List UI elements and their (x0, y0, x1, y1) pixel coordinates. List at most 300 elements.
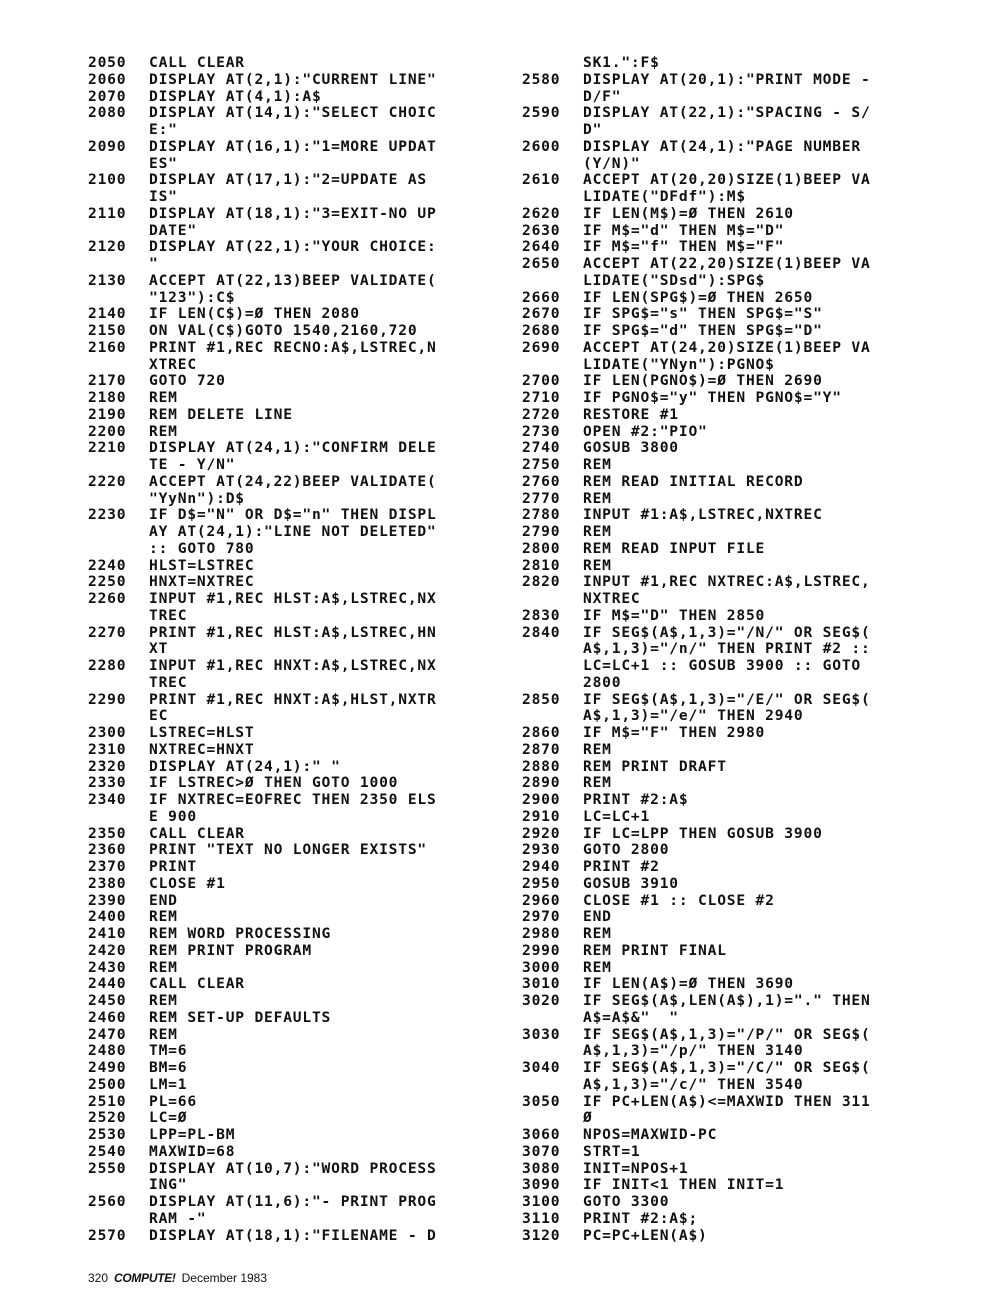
line-number: 2120 (88, 238, 127, 256)
line-text: IF SPG$="d" THEN SPG$="D" (583, 322, 823, 339)
line-number (522, 55, 583, 72)
code-line (88, 1060, 508, 1077)
line-number (522, 591, 583, 608)
line-number: 3110 (522, 1209, 561, 1227)
line-number: 2500 (88, 1075, 127, 1093)
line-text: INPUT #1,REC HNXT:A$,LSTREC,NX (149, 657, 437, 674)
code-line (522, 206, 942, 223)
line-text: TREC (149, 673, 188, 691)
line-number (522, 1010, 583, 1027)
code-line (88, 842, 508, 859)
code-line (88, 239, 508, 256)
line-text: "123"):C$ (149, 288, 236, 306)
line-text: IF PC+LEN(A$)<=MAXWID THEN 311 (583, 1092, 871, 1110)
code-line (522, 290, 942, 307)
code-line (88, 625, 508, 642)
code-line (88, 926, 508, 943)
line-number: 3100 (522, 1193, 561, 1210)
code-line (88, 1161, 508, 1178)
line-number: 2550 (88, 1159, 127, 1177)
line-number: 2650 (522, 255, 561, 272)
listing-right-column (522, 55, 942, 1244)
code-line (522, 943, 942, 960)
line-number (522, 658, 583, 675)
code-line (88, 72, 508, 89)
line-number: 2820 (522, 573, 561, 591)
line-text: RESTORE #1 (583, 405, 679, 423)
line-text: IF D$="N" OR D$="n" THEN DISPL (149, 506, 437, 524)
line-number: 2580 (522, 70, 561, 88)
code-line (522, 1060, 942, 1077)
line-number: 2950 (522, 874, 561, 892)
line-number: 2510 (88, 1092, 127, 1110)
code-line (522, 826, 942, 843)
line-number: 2230 (88, 506, 127, 524)
code-line (88, 1110, 508, 1127)
line-text: OPEN #2:"PIO" (583, 422, 708, 440)
line-number (522, 122, 583, 139)
line-text: TREC (149, 606, 188, 624)
line-text: AY AT(24,1):"LINE NOT DELETED" (149, 523, 437, 540)
code-line-continuation (88, 357, 508, 374)
line-number: 2070 (88, 87, 127, 105)
line-number: 2090 (88, 137, 127, 155)
line-text: IF SEG$(A$,LEN(A$),1)="." THEN (583, 992, 871, 1009)
line-text: IS" (149, 188, 178, 205)
line-text: PRINT (149, 858, 197, 875)
line-number (88, 156, 149, 173)
line-text: D" (583, 121, 603, 138)
line-text: IF LEN(M$)=Ø THEN 2610 (583, 204, 794, 222)
code-line (88, 1094, 508, 1111)
line-text: GOTO 2800 (583, 841, 670, 859)
line-text: DISPLAY AT(14,1):"SELECT CHOIC (149, 104, 437, 122)
line-number (522, 273, 583, 290)
line-number: 2340 (88, 791, 127, 808)
line-number: 2240 (88, 556, 127, 574)
line-number: 2170 (88, 372, 127, 390)
code-line (88, 658, 508, 675)
line-text: CLOSE #1 (149, 874, 226, 892)
line-number: 2860 (522, 724, 561, 741)
code-line (522, 139, 942, 156)
line-number: 2200 (88, 422, 127, 440)
line-text: IF LEN(A$)=Ø THEN 3690 (583, 975, 794, 993)
issue-date: December 1983 (181, 1271, 268, 1285)
line-text: (Y/N)" (583, 154, 641, 172)
line-number: 2620 (522, 204, 561, 222)
line-text: NXTREC=HNXT (149, 740, 255, 758)
line-text: ACCEPT AT(22,20)SIZE(1)BEEP VA (583, 255, 871, 272)
line-number: 2190 (88, 405, 127, 423)
line-number (522, 708, 583, 725)
line-number: 2830 (522, 606, 561, 624)
code-line-continuation (522, 55, 942, 72)
line-number: 2270 (88, 623, 127, 641)
line-number: 2350 (88, 824, 127, 842)
code-line-continuation (88, 122, 508, 139)
line-number: 2370 (88, 858, 127, 875)
line-number: 2670 (522, 305, 561, 323)
line-text: ES" (149, 154, 178, 172)
line-number: 2420 (88, 941, 127, 959)
line-text: PRINT #2 (583, 858, 660, 875)
code-line-continuation (522, 89, 942, 106)
line-text: DISPLAY AT(24,1):"CONFIRM DELE (149, 439, 437, 457)
code-line-continuation (88, 541, 508, 558)
line-text: MAXWID=68 (149, 1142, 236, 1160)
line-text: A$=A$&" " (583, 1008, 679, 1026)
code-line (522, 1027, 942, 1044)
line-text: RAM -" (149, 1209, 207, 1227)
code-line (522, 1127, 942, 1144)
line-text: REM PRINT DRAFT (583, 757, 727, 775)
code-line (522, 223, 942, 240)
line-number: 2590 (522, 104, 561, 122)
line-text: IF SPG$="s" THEN SPG$="S" (583, 305, 823, 323)
line-text: PRINT #2:A$; (583, 1209, 699, 1227)
line-number: 2750 (522, 456, 561, 473)
line-number: 2640 (522, 238, 561, 256)
line-number: 2710 (522, 389, 561, 406)
line-number (522, 1110, 583, 1127)
line-text: XT (149, 640, 169, 658)
line-number (522, 89, 583, 106)
code-line-continuation (88, 256, 508, 273)
line-number: 2900 (522, 791, 561, 808)
code-line (522, 742, 942, 759)
line-number: 2660 (522, 288, 561, 306)
line-text: LIDATE("SDsd"):SPG$ (583, 271, 766, 289)
line-number: 2380 (88, 874, 127, 892)
line-number: 2410 (88, 925, 127, 942)
line-text: LM=1 (149, 1075, 188, 1093)
line-text: PRINT "TEXT NO LONGER EXISTS" (149, 841, 427, 859)
line-number: 3120 (522, 1226, 561, 1244)
code-line-continuation (88, 641, 508, 658)
line-text: REM (583, 958, 612, 976)
line-text: LC=LC+1 :: GOSUB 3900 :: GOTO (583, 657, 861, 674)
code-line (88, 55, 508, 72)
code-line (88, 759, 508, 776)
code-line (88, 340, 508, 357)
line-text: END (583, 908, 612, 926)
line-number: 2210 (88, 439, 127, 457)
line-number (88, 809, 149, 826)
line-text: IF M$="F" THEN 2980 (583, 724, 766, 741)
line-text: DISPLAY AT(18,1):"3=EXIT-NO UP (149, 204, 437, 222)
line-number (88, 524, 149, 541)
line-number: 2920 (522, 824, 561, 842)
code-line (522, 909, 942, 926)
line-text: DISPLAY AT(20,1):"PRINT MODE - (583, 70, 871, 88)
line-number: 3090 (522, 1176, 561, 1194)
line-text: NPOS=MAXWID-PC (583, 1126, 718, 1143)
line-number: 2930 (522, 841, 561, 859)
line-text: REM PRINT FINAL (583, 941, 727, 959)
line-text: INPUT #1,REC NXTREC:A$,LSTREC, (583, 573, 871, 591)
code-line (88, 507, 508, 524)
line-number (522, 357, 583, 374)
line-number: 3000 (522, 958, 561, 976)
code-line (522, 976, 942, 993)
code-line (88, 909, 508, 926)
line-number: 2690 (522, 338, 561, 356)
line-text: REM SET-UP DEFAULTS (149, 1008, 332, 1026)
code-line (522, 608, 942, 625)
line-text: REM (583, 556, 612, 574)
line-text: DISPLAY AT(4,1):A$ (149, 87, 322, 105)
line-number (88, 541, 149, 558)
line-number: 2990 (522, 941, 561, 959)
line-number: 2760 (522, 472, 561, 490)
line-text: INPUT #1:A$,LSTREC,NXTREC (583, 506, 823, 524)
code-line (522, 759, 942, 776)
line-text: ACCEPT AT(24,20)SIZE(1)BEEP VA (583, 338, 871, 356)
line-text: IF INIT<1 THEN INIT=1 (583, 1176, 785, 1194)
code-line (88, 474, 508, 491)
line-number (522, 1077, 583, 1094)
line-number: 2440 (88, 975, 127, 993)
line-number: 2610 (522, 171, 561, 189)
code-line (88, 775, 508, 792)
line-text: PC=PC+LEN(A$) (583, 1226, 708, 1244)
line-number: 3010 (522, 975, 561, 993)
code-line-continuation (522, 1010, 942, 1027)
code-line-continuation (522, 156, 942, 173)
line-text: CALL CLEAR (149, 54, 245, 71)
line-number: 2490 (88, 1059, 127, 1076)
code-line (88, 206, 508, 223)
code-line (522, 775, 942, 792)
code-line-continuation (522, 675, 942, 692)
line-number: 2460 (88, 1008, 127, 1026)
line-text: INPUT #1,REC HLST:A$,LSTREC,NX (149, 590, 437, 607)
line-text: REM (149, 958, 178, 976)
code-line (88, 826, 508, 843)
line-number: 3030 (522, 1025, 561, 1043)
line-text: IF LC=LPP THEN GOSUB 3900 (583, 824, 823, 842)
line-number: 2330 (88, 774, 127, 792)
code-line (522, 491, 942, 508)
line-number: 2250 (88, 573, 127, 591)
code-line (88, 943, 508, 960)
code-line (522, 105, 942, 122)
code-line (522, 340, 942, 357)
code-line-continuation (522, 189, 942, 206)
line-number: 2630 (522, 221, 561, 239)
code-line (522, 407, 942, 424)
line-text: PL=66 (149, 1092, 197, 1110)
line-number: 2960 (522, 891, 561, 909)
line-text: STRT=1 (583, 1142, 641, 1160)
line-text: IF M$="d" THEN M$="D" (583, 221, 785, 239)
code-line (522, 993, 942, 1010)
code-line-continuation (88, 457, 508, 474)
code-line (522, 1177, 942, 1194)
line-text: REM (583, 523, 612, 540)
code-line (88, 323, 508, 340)
line-text: LC=LC+1 (583, 807, 651, 825)
code-line (522, 373, 942, 390)
code-line (88, 139, 508, 156)
code-line-continuation (88, 290, 508, 307)
line-number (88, 357, 149, 374)
line-number: 3060 (522, 1126, 561, 1143)
code-line (522, 440, 942, 457)
code-line-continuation (88, 675, 508, 692)
code-line (88, 1027, 508, 1044)
line-text: BM=6 (149, 1059, 188, 1076)
code-line (88, 725, 508, 742)
listing-left-column (88, 55, 508, 1244)
line-text: 2800 (583, 673, 622, 691)
code-line (88, 373, 508, 390)
code-line-continuation (522, 658, 942, 675)
code-line-continuation (522, 1043, 942, 1060)
line-text: PRINT #1,REC HNXT:A$,HLST,NXTR (149, 690, 437, 708)
code-line (522, 474, 942, 491)
code-line-continuation (88, 608, 508, 625)
line-text: PRINT #1,REC HLST:A$,LSTREC,HN (149, 623, 437, 641)
line-text: TM=6 (149, 1042, 188, 1060)
line-number: 2880 (522, 757, 561, 775)
code-line (522, 859, 942, 876)
line-number: 2150 (88, 322, 127, 339)
code-line (522, 1161, 942, 1178)
line-text: IF LSTREC>Ø THEN GOTO 1000 (149, 774, 399, 792)
line-text: XTREC (149, 355, 197, 373)
line-text: IF LEN(SPG$)=Ø THEN 2650 (583, 288, 814, 306)
code-line (88, 424, 508, 441)
line-text: INIT=NPOS+1 (583, 1159, 689, 1177)
line-text: :: GOTO 780 (149, 539, 255, 557)
line-number: 2280 (88, 657, 127, 674)
line-number: 2570 (88, 1226, 127, 1244)
line-number (88, 223, 149, 240)
code-line (522, 72, 942, 89)
code-line (522, 574, 942, 591)
line-text: HNXT=NXTREC (149, 573, 255, 591)
code-line (522, 725, 942, 742)
code-line (88, 1228, 508, 1245)
line-number: 2840 (522, 623, 561, 641)
code-line (522, 692, 942, 709)
line-text: REM (149, 1025, 178, 1043)
code-line (88, 993, 508, 1010)
line-text: CALL CLEAR (149, 824, 245, 842)
line-text: E:" (149, 121, 178, 138)
line-text: REM (583, 489, 612, 507)
code-line-continuation (88, 1177, 508, 1194)
line-text: D/F" (583, 87, 622, 105)
line-text: DISPLAY AT(11,6):"- PRINT PROG (149, 1193, 437, 1210)
code-line (88, 1077, 508, 1094)
line-text: DISPLAY AT(17,1):"2=UPDATE AS (149, 171, 427, 189)
line-text: CLOSE #1 :: CLOSE #2 (583, 891, 775, 909)
line-number (522, 1043, 583, 1060)
line-text: ACCEPT AT(22,13)BEEP VALIDATE( (149, 271, 437, 289)
line-number (88, 189, 149, 206)
line-number (522, 675, 583, 692)
code-line (88, 859, 508, 876)
code-line-continuation (522, 1110, 942, 1127)
line-text: PRINT #2:A$ (583, 791, 689, 808)
line-text: DISPLAY AT(22,1):"SPACING - S/ (583, 104, 871, 122)
line-text: GOSUB 3910 (583, 874, 679, 892)
code-line (88, 172, 508, 189)
line-text: DISPLAY AT(10,7):"WORD PROCESS (149, 1159, 437, 1177)
code-line (522, 256, 942, 273)
line-text: ACCEPT AT(24,22)BEEP VALIDATE( (149, 472, 437, 490)
code-line (522, 1094, 942, 1111)
code-line (88, 558, 508, 575)
code-line (88, 692, 508, 709)
code-line (522, 1144, 942, 1161)
line-text: LIDATE("YNyn"):PGNO$ (583, 355, 775, 373)
line-text: DISPLAY AT(24,1):"PAGE NUMBER (583, 137, 861, 155)
line-number: 2970 (522, 908, 561, 926)
line-number: 2540 (88, 1142, 127, 1160)
line-text: TE - Y/N" (149, 456, 236, 473)
code-line (522, 960, 942, 977)
line-text: REM (583, 456, 612, 473)
line-text: EC (149, 707, 169, 725)
line-number (88, 457, 149, 474)
line-number: 2890 (522, 774, 561, 792)
code-line (522, 625, 942, 642)
line-number: 2430 (88, 958, 127, 976)
line-number: 2680 (522, 322, 561, 339)
code-line (88, 306, 508, 323)
line-number: 2220 (88, 472, 127, 490)
code-line (88, 1194, 508, 1211)
line-text: LSTREC=HLST (149, 724, 255, 741)
code-line (88, 742, 508, 759)
code-line (88, 976, 508, 993)
line-text: IF LEN(C$)=Ø THEN 2080 (149, 305, 360, 323)
line-number (88, 708, 149, 725)
code-line (522, 306, 942, 323)
line-number: 2050 (88, 54, 127, 71)
code-line (522, 541, 942, 558)
line-number: 2600 (522, 137, 561, 155)
line-text: REM READ INITIAL RECORD (583, 472, 804, 490)
code-line-continuation (522, 357, 942, 374)
line-text: Ø (583, 1109, 593, 1127)
code-line-continuation (522, 122, 942, 139)
line-text: IF SEG$(A$,1,3)="/P/" OR SEG$( (583, 1025, 871, 1043)
line-number: 2520 (88, 1109, 127, 1127)
line-number (88, 122, 149, 139)
code-line (522, 809, 942, 826)
line-number (88, 491, 149, 508)
line-text: REM (149, 422, 178, 440)
line-text: " (149, 255, 159, 272)
line-number: 2850 (522, 690, 561, 708)
line-number: 2730 (522, 422, 561, 440)
line-text: REM (149, 908, 178, 926)
line-number: 3020 (522, 992, 561, 1009)
line-text: DISPLAY AT(22,1):"YOUR CHOICE: (149, 238, 437, 256)
line-number (522, 641, 583, 658)
line-number: 2140 (88, 305, 127, 323)
code-line (88, 407, 508, 424)
code-line (522, 524, 942, 541)
code-line-continuation (88, 156, 508, 173)
page-footer (88, 1271, 267, 1285)
line-number: 3080 (522, 1159, 561, 1177)
